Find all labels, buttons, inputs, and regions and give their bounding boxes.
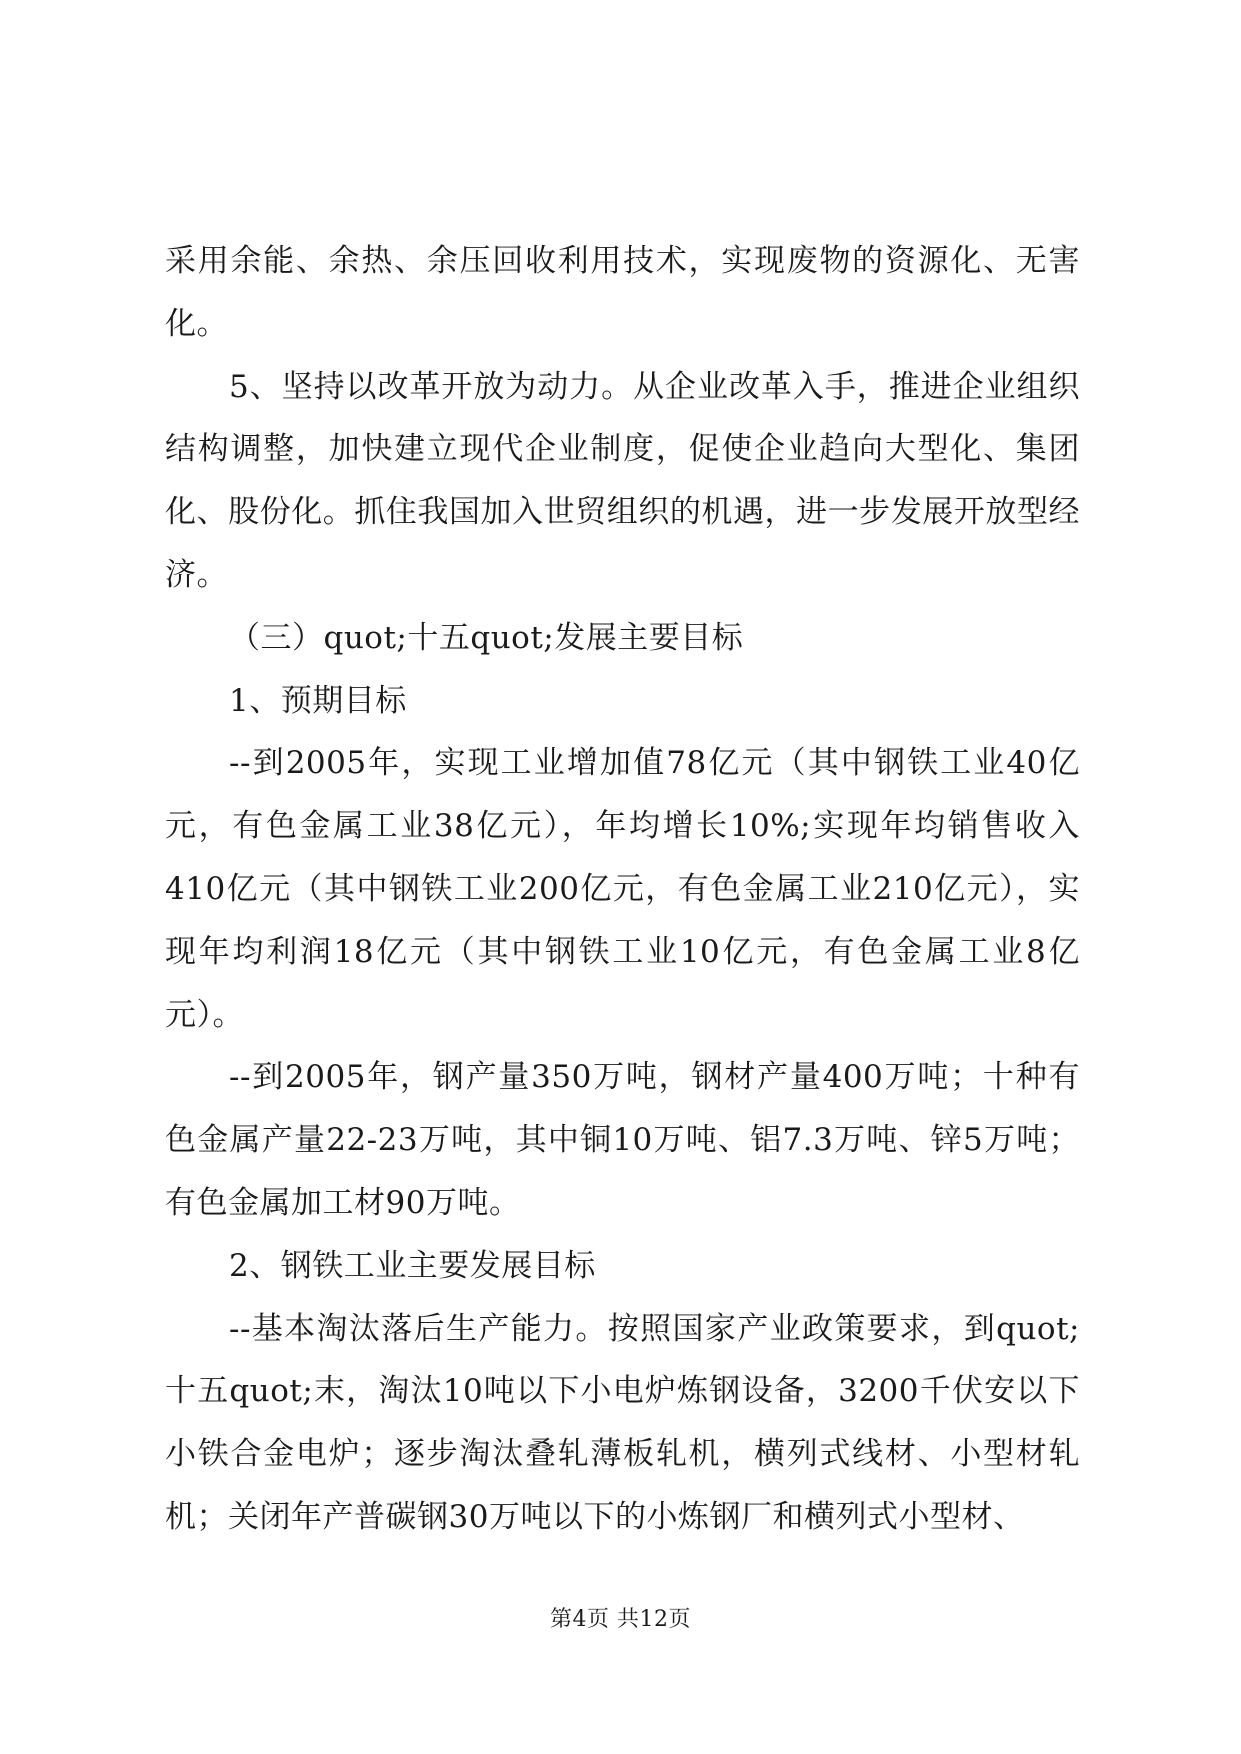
subheading-expected-goals: 1、预期目标 xyxy=(229,682,407,719)
document-body xyxy=(165,230,1080,1549)
paragraph-reform-opening: 5、坚持以改革开放为动力。从企业改革入手，推进企业组织结构调整，加快建立现代企业制度，促使企业趋向大型化、集团化、股份化。抓住我国加入世贸组织的机遇，进一步发展开放型经济。 xyxy=(165,368,1080,593)
section-heading-goals: （三）quot;十五quot;发展主要目标 xyxy=(229,619,744,656)
paragraph-eliminate-capacity: --基本淘汰落后生产能力。按照国家产业政策要求，到quot;十五quot;末，淘汰10吨以下小电炉炼钢设备，3200千伏安以下小铁合金电炉；逐步淘汰叠轧薄板轧机，横列式线材、小型材轧机；关闭年产普碳钢30万吨以下的小炼钢厂和横列式小型材、 xyxy=(165,1310,1080,1535)
paragraph-continuation: 采用余能、余热、余压回收利用技术，实现废物的资源化、无害化。 xyxy=(165,243,1080,342)
paragraph-output: --到2005年，钢产量350万吨，钢材产量400万吨；十种有色金属产量22-23万吨，其中铜10万吨、铝7.3万吨、锌5万吨；有色金属加工材90万吨。 xyxy=(165,1059,1080,1221)
paragraph-value-added: --到2005年，实现工业增加值78亿元（其中钢铁工业40亿元，有色金属工业38亿元），年均增长10%;实现年均销售收入410亿元（其中钢铁工业200亿元，有色金属工业210亿元），实现年均利润18亿元（其中钢铁工业10亿元，有色金属工业8亿元）。 xyxy=(165,745,1080,1033)
subheading-steel-goals: 2、钢铁工业主要发展目标 xyxy=(229,1247,596,1284)
page-number-footer: 第4页 共12页 xyxy=(550,1607,691,1632)
